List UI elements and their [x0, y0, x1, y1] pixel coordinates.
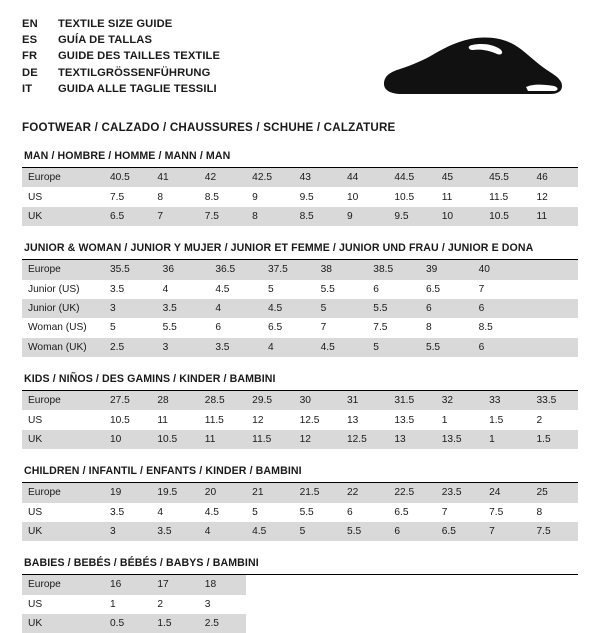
- table-row: [22, 187, 578, 206]
- cell: 12: [246, 410, 293, 429]
- cell: [388, 575, 435, 594]
- cell: 36.5: [209, 260, 262, 279]
- cell: 6: [341, 503, 388, 522]
- cell: 40.5: [104, 168, 151, 187]
- language-row: [22, 16, 220, 32]
- group-title: MAN / HOMBRE / HOMME / MANN / MAN: [24, 150, 231, 162]
- language-row: [22, 65, 220, 81]
- cell: [294, 575, 341, 594]
- row-label: Europe: [22, 391, 104, 410]
- cell: 1.5: [531, 430, 578, 449]
- cell: 20: [199, 483, 246, 502]
- cell: 3: [104, 522, 151, 541]
- cell: [246, 614, 293, 633]
- table-row: [22, 575, 578, 594]
- cell: 6: [473, 338, 526, 357]
- cell: 12.5: [341, 430, 388, 449]
- cell: 30: [294, 391, 341, 410]
- table-row: [22, 503, 578, 522]
- cell: 12: [531, 187, 578, 206]
- cell: 31.5: [388, 391, 435, 410]
- cell: 12: [294, 430, 341, 449]
- cell: 24: [483, 483, 530, 502]
- cell: 11.5: [246, 430, 293, 449]
- row-label: US: [22, 410, 104, 429]
- cell: [246, 575, 293, 594]
- cell: 6.5: [388, 503, 435, 522]
- cell: 25: [531, 483, 578, 502]
- cell: 38.5: [367, 260, 420, 279]
- row-label: Junior (US): [22, 280, 104, 299]
- cell: 8.5: [473, 318, 526, 337]
- cell: 6: [473, 299, 526, 318]
- cell: 5: [262, 280, 315, 299]
- cell: 19.5: [151, 483, 198, 502]
- cell: 9: [246, 187, 293, 206]
- cell: 4: [199, 522, 246, 541]
- cell: [341, 575, 388, 594]
- cell: 22: [341, 483, 388, 502]
- cell: 4: [157, 280, 210, 299]
- cell: 45.5: [483, 168, 530, 187]
- row-label: US: [22, 187, 104, 206]
- cell: 11.5: [483, 187, 530, 206]
- cell: [436, 595, 483, 614]
- cell: 6: [420, 299, 473, 318]
- cell: [341, 614, 388, 633]
- table-row: [22, 410, 578, 429]
- cell: 3: [157, 338, 210, 357]
- table-row: [22, 280, 578, 299]
- table-row: [22, 522, 578, 541]
- cell: 42.5: [246, 168, 293, 187]
- cell: 10: [341, 187, 388, 206]
- cell: 10: [436, 207, 483, 226]
- row-label: Europe: [22, 575, 104, 594]
- table-row: [22, 614, 578, 633]
- cell: 9.5: [294, 187, 341, 206]
- group-title: KIDS / NIÑOS / DES GAMINS / KINDER / BAMBINI: [24, 373, 276, 385]
- table-row: [22, 338, 578, 357]
- cell: 7.5: [531, 522, 578, 541]
- cell: 5.5: [341, 522, 388, 541]
- language-row: [22, 49, 220, 65]
- cell: 42: [199, 168, 246, 187]
- cell: 7.5: [199, 207, 246, 226]
- cell: 46: [531, 168, 578, 187]
- cell: 10.5: [388, 187, 435, 206]
- cell: 10.5: [151, 430, 198, 449]
- cell: 7.5: [483, 503, 530, 522]
- cell: 7.5: [104, 187, 151, 206]
- cell: 8: [420, 318, 473, 337]
- cell: 3: [199, 595, 246, 614]
- cell: 13: [388, 430, 435, 449]
- cell: [531, 575, 578, 594]
- cell: 33.5: [531, 391, 578, 410]
- language-text: TEXTILE SIZE GUIDE: [58, 17, 173, 30]
- cell: 6.5: [420, 280, 473, 299]
- cell: [525, 299, 578, 318]
- cell: 18: [199, 575, 246, 594]
- cell: [531, 595, 578, 614]
- cell: 2: [151, 595, 198, 614]
- row-label: Europe: [22, 168, 104, 187]
- group-junior-woman: [22, 242, 578, 357]
- group-title: BABIES / BEBÉS / BÉBÉS / BABYS / BAMBINI: [24, 557, 259, 570]
- cell: 4: [209, 299, 262, 318]
- cell: [246, 595, 293, 614]
- table-row: [22, 391, 578, 410]
- table-row: [22, 299, 578, 318]
- row-label: UK: [22, 614, 104, 633]
- cell: 5: [367, 338, 420, 357]
- cell: 37.5: [262, 260, 315, 279]
- cell: 10.5: [483, 207, 530, 226]
- group-children: [22, 465, 578, 541]
- cell: 3.5: [209, 338, 262, 357]
- table-row: [22, 595, 578, 614]
- cell: 5: [246, 503, 293, 522]
- cell: 13.5: [436, 430, 483, 449]
- language-code: DE: [22, 66, 38, 79]
- cell: 36: [157, 260, 210, 279]
- language-text: GUÍA DE TALLAS: [58, 33, 153, 46]
- table-row: [22, 168, 578, 187]
- cell: 7: [483, 522, 530, 541]
- row-label: Woman (US): [22, 318, 104, 337]
- cell: 1.5: [151, 614, 198, 633]
- size-table: [22, 575, 578, 633]
- group-kids: [22, 373, 578, 449]
- cell: 29.5: [246, 391, 293, 410]
- row-label: UK: [22, 522, 104, 541]
- group-babies: [22, 557, 578, 633]
- cell: 4.5: [199, 503, 246, 522]
- cell: 6.5: [262, 318, 315, 337]
- size-table: [22, 168, 578, 226]
- cell: 8: [151, 187, 198, 206]
- cell: 5.5: [367, 299, 420, 318]
- cell: 21.5: [294, 483, 341, 502]
- cell: 11: [151, 410, 198, 429]
- language-text: TEXTILGRÖSSENFÜHRUNG: [58, 66, 211, 79]
- cell: 6.5: [436, 522, 483, 541]
- cell: 21: [246, 483, 293, 502]
- cell: [525, 280, 578, 299]
- cell: 1: [104, 595, 151, 614]
- language-code: EN: [22, 17, 38, 30]
- cell: 7: [151, 207, 198, 226]
- size-table: [22, 391, 578, 449]
- table-row: [22, 207, 578, 226]
- language-row: [22, 82, 220, 98]
- cell: 4.5: [209, 280, 262, 299]
- cell: 44: [341, 168, 388, 187]
- cell: 27.5: [104, 391, 151, 410]
- cell: 10.5: [104, 410, 151, 429]
- cell: [436, 614, 483, 633]
- cell: 17: [151, 575, 198, 594]
- cell: 6: [367, 280, 420, 299]
- cell: 41: [151, 168, 198, 187]
- cell: 11: [199, 430, 246, 449]
- language-code: FR: [22, 50, 38, 63]
- cell: 4.5: [315, 338, 368, 357]
- cell: 7: [315, 318, 368, 337]
- row-label: UK: [22, 207, 104, 226]
- group-title: CHILDREN / INFANTIL / ENFANTS / KINDER / BAMBINI: [24, 465, 302, 478]
- cell: 28: [151, 391, 198, 410]
- cell: 4: [262, 338, 315, 357]
- cell: 9.5: [388, 207, 435, 226]
- cell: 3.5: [104, 280, 157, 299]
- cell: 12.5: [294, 410, 341, 429]
- row-label: UK: [22, 430, 104, 449]
- cell: [483, 575, 530, 594]
- cell: 5.5: [157, 318, 210, 337]
- cell: 35.5: [104, 260, 157, 279]
- cell: 13: [341, 410, 388, 429]
- cell: 10: [104, 430, 151, 449]
- row-label: US: [22, 503, 104, 522]
- cell: 6: [209, 318, 262, 337]
- cell: 7: [473, 280, 526, 299]
- cell: 11: [436, 187, 483, 206]
- dress-shoe-icon: [376, 32, 566, 107]
- row-label: Europe: [22, 260, 104, 279]
- header: [22, 16, 578, 107]
- cell: [483, 595, 530, 614]
- cell: [483, 614, 530, 633]
- cell: 32: [436, 391, 483, 410]
- cell: 5.5: [420, 338, 473, 357]
- cell: [294, 595, 341, 614]
- size-table: [22, 483, 578, 541]
- cell: 5.5: [294, 503, 341, 522]
- cell: 23.5: [436, 483, 483, 502]
- cell: 31: [341, 391, 388, 410]
- row-label: Woman (UK): [22, 338, 104, 357]
- cell: 1: [483, 430, 530, 449]
- cell: 38: [315, 260, 368, 279]
- cell: [436, 575, 483, 594]
- page-title: FOOTWEAR / CALZADO / CHAUSSURES / SCHUHE / CALZATURE: [22, 121, 396, 134]
- row-label: Junior (UK): [22, 299, 104, 318]
- language-code: ES: [22, 33, 38, 46]
- language-text: GUIDA ALLE TAGLIE TESSILI: [58, 83, 217, 96]
- table-row: [22, 430, 578, 449]
- cell: 8: [531, 503, 578, 522]
- cell: 13.5: [388, 410, 435, 429]
- cell: 7.5: [367, 318, 420, 337]
- cell: 4.5: [262, 299, 315, 318]
- cell: 1.5: [483, 410, 530, 429]
- cell: 4.5: [246, 522, 293, 541]
- cell: 3.5: [104, 503, 151, 522]
- group-title: JUNIOR & WOMAN / JUNIOR Y MUJER / JUNIOR ET FEMME / JUNIOR UND FRAU / JUNIOR E DONA: [24, 242, 534, 255]
- cell: [294, 614, 341, 633]
- cell: 5.5: [315, 280, 368, 299]
- cell: [531, 614, 578, 633]
- cell: 45: [436, 168, 483, 187]
- cell: 44.5: [388, 168, 435, 187]
- cell: 2.5: [104, 338, 157, 357]
- cell: 2.5: [199, 614, 246, 633]
- cell: [388, 595, 435, 614]
- row-label: Europe: [22, 483, 104, 502]
- table-row: [22, 318, 578, 337]
- language-row: [22, 32, 220, 48]
- cell: 5: [315, 299, 368, 318]
- cell: 5: [104, 318, 157, 337]
- cell: [525, 338, 578, 357]
- cell: 8.5: [294, 207, 341, 226]
- cell: 3: [104, 299, 157, 318]
- cell: 4: [151, 503, 198, 522]
- cell: 11: [531, 207, 578, 226]
- cell: 22.5: [388, 483, 435, 502]
- language-text: GUIDE DES TAILLES TEXTILE: [58, 50, 221, 63]
- size-table: [22, 260, 578, 357]
- table-row: [22, 483, 578, 502]
- cell: 8: [246, 207, 293, 226]
- cell: 0.5: [104, 614, 151, 633]
- cell: 16: [104, 575, 151, 594]
- cell: 43: [294, 168, 341, 187]
- cell: 8.5: [199, 187, 246, 206]
- row-label: US: [22, 595, 104, 614]
- cell: 1: [436, 410, 483, 429]
- cell: 28.5: [199, 391, 246, 410]
- cell: 19: [104, 483, 151, 502]
- cell: [341, 595, 388, 614]
- cell: 33: [483, 391, 530, 410]
- cell: 2: [531, 410, 578, 429]
- cell: [525, 318, 578, 337]
- cell: 40: [473, 260, 526, 279]
- table-row: [22, 260, 578, 279]
- cell: [388, 614, 435, 633]
- cell: 7: [436, 503, 483, 522]
- cell: 39: [420, 260, 473, 279]
- cell: 9: [341, 207, 388, 226]
- group-man: [22, 150, 578, 226]
- language-code: IT: [22, 83, 33, 96]
- cell: 3.5: [151, 522, 198, 541]
- language-list: [22, 16, 220, 98]
- cell: [525, 260, 578, 279]
- cell: 6: [388, 522, 435, 541]
- cell: 11.5: [199, 410, 246, 429]
- cell: 6.5: [104, 207, 151, 226]
- cell: 5: [294, 522, 341, 541]
- cell: 3.5: [157, 299, 210, 318]
